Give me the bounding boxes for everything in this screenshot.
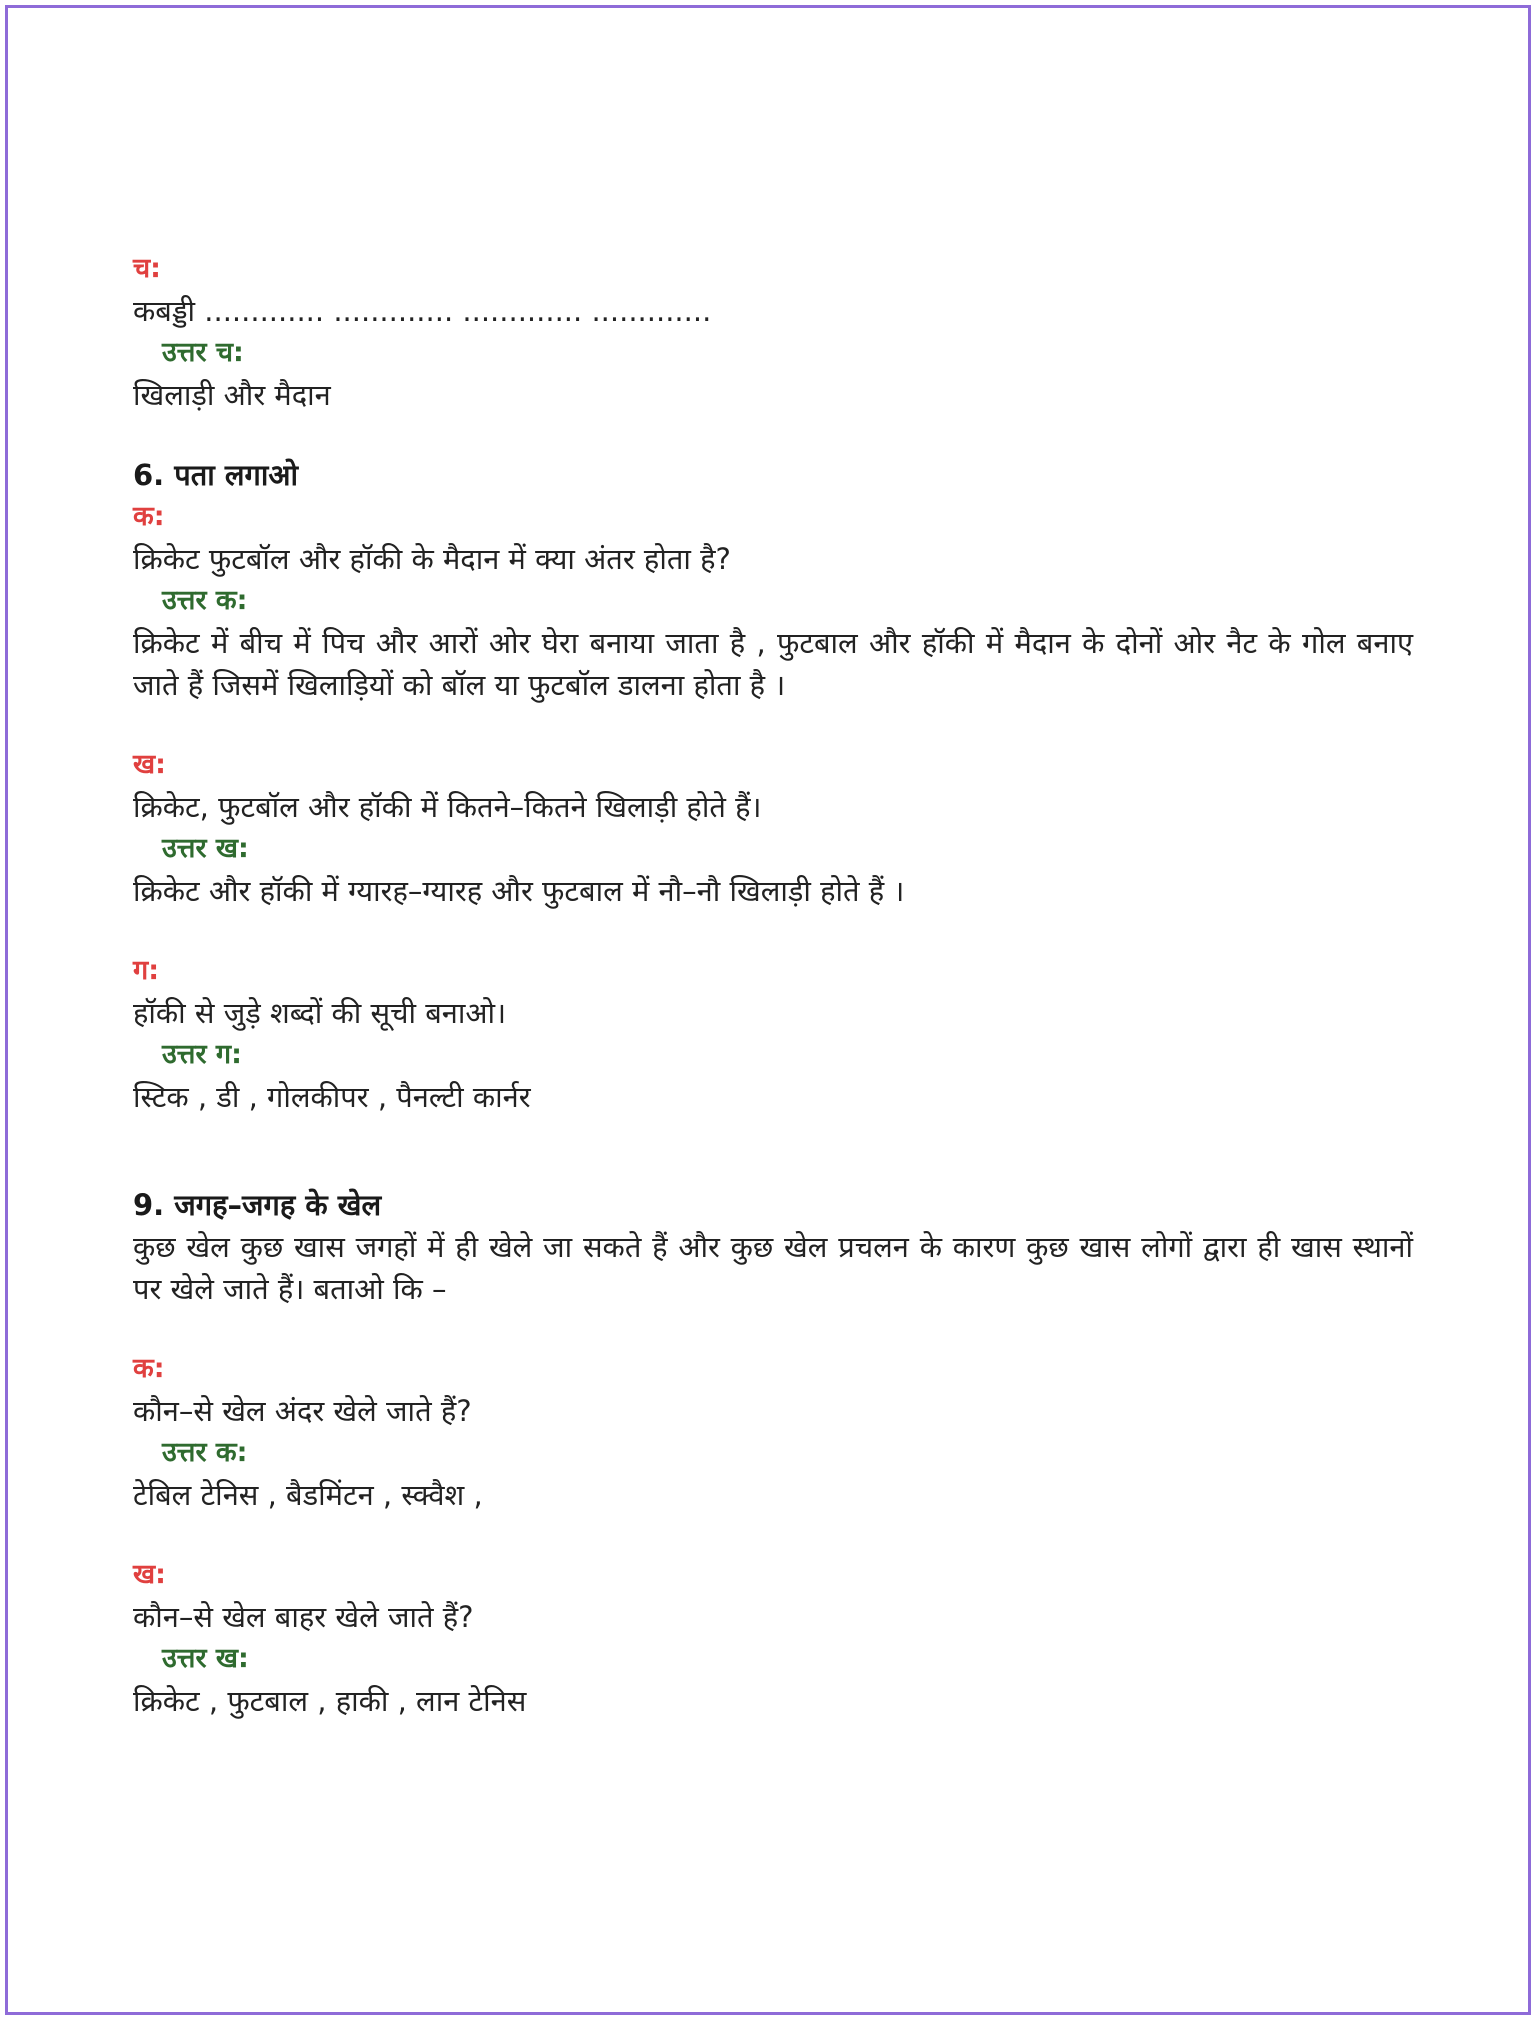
question-text: कौन–से खेल अंदर खेले जाते हैं?	[133, 1394, 472, 1428]
question-block-6-kha	[133, 744, 1413, 912]
question-label: क:	[133, 1353, 165, 1384]
question-block-9-ka	[133, 1348, 1413, 1516]
answer-text: खिलाड़ी और मैदान	[133, 378, 331, 412]
answer-label: उत्तर ग:	[162, 1039, 242, 1070]
answer-label: उत्तर ख:	[162, 833, 249, 864]
question-text: क्रिकेट फुटबॉल और हॉकी के मैदान में क्या अंतर होता है?	[133, 542, 731, 576]
section-title-6: 6. पता लगाओ	[133, 458, 299, 492]
question-label: ख:	[133, 1559, 166, 1590]
section-intro: कुछ खेल कुछ खास जगहों में ही खेले जा सकते हैं और कुछ खेल प्रचलन के कारण कुछ खास लोगों द्वारा ही खास स्थानों पर खेले जाते हैं। बताओ कि –	[133, 1230, 1413, 1306]
question-label: क:	[133, 501, 165, 532]
answer-text: स्टिक , डी , गोलकीपर , पैनल्टी कार्नर	[133, 1080, 531, 1114]
question-block-6-ka	[133, 496, 1413, 706]
question-text: हॉकी से जुड़े शब्दों की सूची बनाओ।	[133, 996, 507, 1030]
question-text: क्रिकेट, फुटबॉल और हॉकी में कितने–कितने खिलाड़ी होते हैं।	[133, 790, 762, 824]
section-title-9: 9. जगह–जगह के खेल	[133, 1188, 382, 1222]
question-label: ख:	[133, 749, 166, 780]
question-block-ch	[133, 248, 1413, 416]
question-text: कौन–से खेल बाहर खेले जाते हैं?	[133, 1600, 474, 1634]
question-block-9-kha	[133, 1554, 1413, 1722]
question-block-6-ga	[133, 950, 1413, 1118]
answer-text: क्रिकेट और हॉकी में ग्यारह–ग्यारह और फुटबाल में नौ–नौ खिलाड़ी होते हैं ।	[133, 874, 905, 908]
question-label: ग:	[133, 955, 159, 986]
answer-label: उत्तर च:	[162, 337, 244, 368]
question-label: च:	[133, 253, 161, 284]
answer-label: उत्तर क:	[162, 585, 248, 616]
answer-label: उत्तर ख:	[162, 1643, 249, 1674]
document-content	[133, 248, 1413, 1722]
section-spacer	[133, 1118, 1413, 1184]
answer-text: क्रिकेट में बीच में पिच और आरों ओर घेरा बनाया जाता है , फुटबाल और हॉकी में मैदान के दोनों ओर नैट के गोल बनाए जाते हैं जिसमें खिलाड़ियों को बॉल या फुटबॉल डालना होता है ।	[133, 626, 1413, 702]
answer-text: टेबिल टेनिस , बैडमिंटन , स्क्वैश ,	[133, 1478, 483, 1512]
answer-text: क्रिकेट , फुटबाल , हाकी , लान टेनिस	[133, 1684, 527, 1718]
answer-label: उत्तर क:	[162, 1437, 248, 1468]
question-text: कबड्डी ............. ............. ............. .............	[133, 294, 712, 328]
